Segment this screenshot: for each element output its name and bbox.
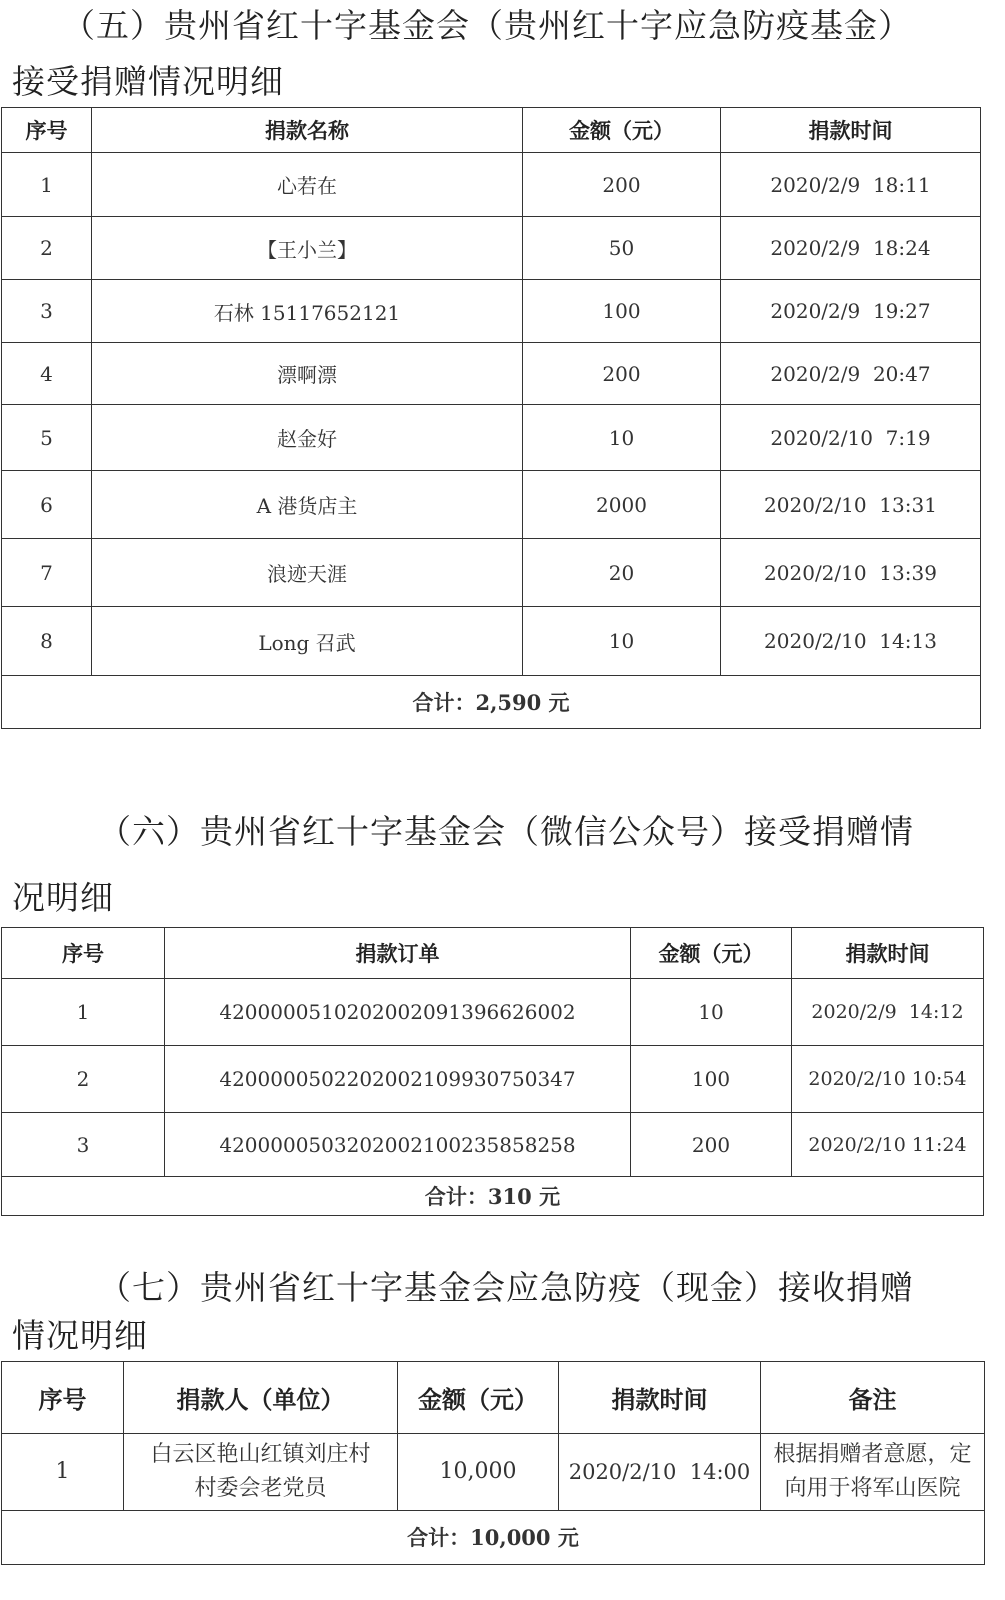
- cell-time: 2020/2/10 13:31: [721, 471, 981, 539]
- column-header-note: 备注: [761, 1362, 985, 1434]
- cell-no: 1: [2, 1434, 124, 1511]
- cell-amount: 200: [523, 153, 721, 217]
- cell-name: Long 召武: [92, 607, 523, 676]
- table-row: [2, 217, 981, 280]
- cell-no: 8: [2, 607, 92, 676]
- column-header-no: 序号: [2, 1362, 124, 1434]
- section-6-title-line1: （六）贵州省红十字基金会（微信公众号）接受捐赠情: [98, 812, 914, 851]
- cell-amount: 200: [631, 1113, 792, 1177]
- table-row: [2, 539, 981, 607]
- cell-no: 3: [2, 280, 92, 343]
- cell-amount: 200: [523, 343, 721, 405]
- cell-name: 心若在: [92, 153, 523, 217]
- column-header-no: 序号: [2, 108, 92, 153]
- cell-no: 2: [2, 217, 92, 280]
- cell-amount: 20: [523, 539, 721, 607]
- cell-name: 石林 15117652121: [92, 280, 523, 343]
- column-header-amount: 金额（元）: [631, 928, 792, 979]
- cell-amount: 10: [523, 405, 721, 471]
- cell-name: 浪迹天涯: [92, 539, 523, 607]
- cell-no: 3: [2, 1113, 165, 1177]
- table-row: [2, 471, 981, 539]
- column-header-amount: 金额（元）: [398, 1362, 559, 1434]
- cell-no: 1: [2, 979, 165, 1046]
- table-section-7: [1, 1361, 985, 1565]
- table-row: [2, 153, 981, 217]
- column-header-order: 捐款订单: [165, 928, 631, 979]
- total-row: [2, 1177, 984, 1216]
- column-header-amount: 金额（元）: [523, 108, 721, 153]
- column-header-no: 序号: [2, 928, 165, 979]
- section-6-title-line2: 况明细: [12, 878, 114, 917]
- cell-time: 2020/2/9 20:47: [721, 343, 981, 405]
- table-row: [2, 280, 981, 343]
- column-header-donor: 捐款人（单位）: [124, 1362, 398, 1434]
- cell-time: 2020/2/9 18:11: [721, 153, 981, 217]
- table-row: [2, 343, 981, 405]
- section-7-title-line1: （七）贵州省红十字基金会应急防疫（现金）接收捐赠: [98, 1268, 914, 1307]
- cell-no: 4: [2, 343, 92, 405]
- cell-time: 2020/2/10 10:54: [792, 1046, 984, 1113]
- donor-line2: 村委会老党员: [194, 1476, 327, 1501]
- table-row: [2, 1113, 984, 1177]
- cell-no: 6: [2, 471, 92, 539]
- section-5-title-line1: （五）贵州省红十字基金会（贵州红十字应急防疫基金）: [62, 6, 912, 45]
- column-header-time: 捐款时间: [721, 108, 981, 153]
- cell-note: [761, 1434, 985, 1511]
- table-row: [2, 405, 981, 471]
- cell-amount: 10: [631, 979, 792, 1046]
- cell-name: 【王小兰】: [92, 217, 523, 280]
- section-7-title-line2: 情况明细: [12, 1316, 148, 1355]
- column-header-time: 捐款时间: [559, 1362, 761, 1434]
- cell-time: 2020/2/10 7:19: [721, 405, 981, 471]
- total-row: [2, 1511, 985, 1565]
- table-section-6: [1, 927, 984, 1216]
- total-cell: 合计：10,000 元: [2, 1511, 985, 1565]
- cell-order: 4200000502202002109930750347: [165, 1046, 631, 1113]
- table-row: [2, 979, 984, 1046]
- cell-amount: 10: [523, 607, 721, 676]
- cell-no: 2: [2, 1046, 165, 1113]
- total-cell: 合计：2,590 元: [2, 676, 981, 729]
- cell-amount: 2000: [523, 471, 721, 539]
- total-cell: 合计：310 元: [2, 1177, 984, 1216]
- cell-order: 4200000510202002091396626002: [165, 979, 631, 1046]
- cell-amount: 100: [631, 1046, 792, 1113]
- cell-time: 2020/2/9 19:27: [721, 280, 981, 343]
- total-row: [2, 676, 981, 729]
- table-row: [2, 607, 981, 676]
- column-header-name: 捐款名称: [92, 108, 523, 153]
- table-section-5: [1, 107, 981, 729]
- cell-no: 5: [2, 405, 92, 471]
- cell-time: 2020/2/10 14:13: [721, 607, 981, 676]
- note-line2: 向用于将军山医院: [784, 1476, 961, 1501]
- note-line1: 根据捐赠者意愿，定: [773, 1442, 972, 1467]
- cell-time: 2020/2/9 14:12: [792, 979, 984, 1046]
- cell-donor: [124, 1434, 398, 1511]
- cell-order: 4200000503202002100235858258: [165, 1113, 631, 1177]
- cell-time: 2020/2/10 13:39: [721, 539, 981, 607]
- cell-name: 赵金好: [92, 405, 523, 471]
- cell-no: 1: [2, 153, 92, 217]
- cell-amount: 10,000: [398, 1434, 559, 1511]
- donor-line1: 白云区艳山红镇刘庄村: [150, 1442, 371, 1467]
- cell-name: A 港货店主: [92, 471, 523, 539]
- cell-amount: 100: [523, 280, 721, 343]
- cell-amount: 50: [523, 217, 721, 280]
- cell-time: 2020/2/10 14:00: [559, 1434, 761, 1511]
- column-header-time: 捐款时间: [792, 928, 984, 979]
- cell-name: 漂啊漂: [92, 343, 523, 405]
- cell-time: 2020/2/9 18:24: [721, 217, 981, 280]
- cell-time: 2020/2/10 11:24: [792, 1113, 984, 1177]
- table-row: [2, 1046, 984, 1113]
- section-5-title-line2: 接受捐赠情况明细: [12, 62, 284, 101]
- table-row: [2, 1434, 985, 1511]
- cell-no: 7: [2, 539, 92, 607]
